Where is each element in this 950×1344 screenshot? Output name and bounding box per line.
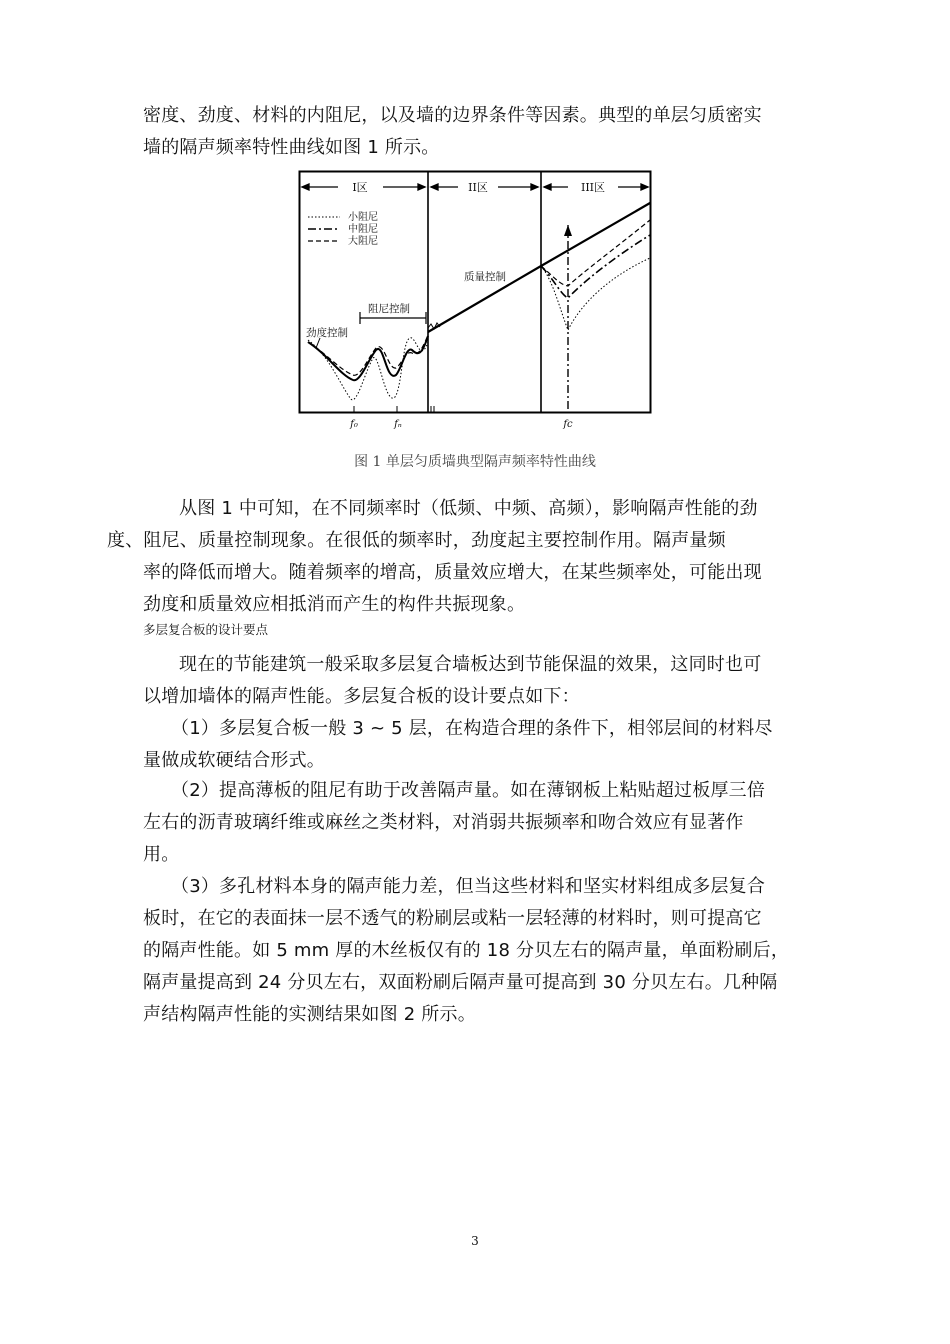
mass-control-label: 质量控制 (464, 271, 506, 283)
text-line: （2）提高薄板的阻尼有助于改善隔声量。如在薄钢板上粘贴超过板厚三倍 (171, 780, 766, 801)
text-line: 用。 (143, 844, 180, 865)
freq-label: fc (563, 419, 573, 430)
zone-label: II区 (468, 181, 488, 194)
text-line: 声结构隔声性能的实测结果如图 2 所示。 (143, 1004, 476, 1025)
text-line: 以增加墙体的隔声性能。多层复合板的设计要点如下： (143, 686, 580, 707)
stiffness-control-label: 劲度控制 (306, 327, 348, 339)
figure-1 (298, 170, 652, 435)
text-line: 墙的隔声频率特性曲线如图 1 所示。 (143, 137, 440, 158)
legend-label: 大阻尼 (348, 236, 378, 247)
text-line: （3）多孔材料本身的隔声能力差，但当这些材料和坚实材料组成多层复合 (171, 876, 766, 897)
text-line: （1）多层复合板一般 3 ~ 5 层，在构造合理的条件下，相邻层间的材料尽 (171, 718, 773, 739)
legend-label: 中阻尼 (348, 224, 378, 235)
intro-paragraph (143, 100, 808, 164)
freq-label: f₀ (350, 419, 358, 430)
text-line: 度、阻尼、质量控制现象。在很低的频率时，劲度起主要控制作用。隔声量频 (107, 530, 726, 551)
paragraph (107, 493, 808, 621)
text-line: 从图 1 中可知，在不同频率时（低频、中频、高频），影响隔声性能的劲 (179, 498, 758, 519)
zone-label: I区 (352, 181, 368, 194)
text-line: 量做成软硬结合形式。 (143, 750, 325, 771)
text-line: 左右的沥青玻璃纤维或麻丝之类材料，对消弱共振频率和吻合效应有显著作 (143, 812, 744, 833)
paragraph (143, 649, 808, 713)
text-line: 现在的节能建筑一般采取多层复合墙板达到节能保温的效果，这同时也可 (179, 654, 762, 675)
sound-insulation-chart (298, 170, 652, 435)
text-line: 板时，在它的表面抹一层不透气的粉刷层或粘一层轻薄的材料时，则可提高它 (143, 908, 762, 929)
text-line: 率的降低而增大。随着频率的增高，质量效应增大，在某些频率处，可能出现 (143, 562, 762, 583)
list-item (143, 713, 808, 777)
text-line: 劲度和质量效应相抵消而产生的构件共振现象。 (143, 594, 526, 615)
freq-label: fₙ (394, 419, 402, 430)
zone-label: III区 (580, 181, 606, 194)
page-number: 3 (471, 1234, 479, 1248)
text-line: 的隔声性能。如 5 mm 厚的木丝板仅有的 18 分贝左右的隔声量，单面粉刷后， (143, 940, 790, 961)
list-item (143, 775, 808, 871)
figure-caption: 图 1 单层匀质墙典型隔声频率特性曲线 (354, 454, 596, 470)
text-line: 隔声量提高到 24 分贝左右，双面粉刷后隔声量可提高到 30 分贝左右。几种隔 (143, 972, 778, 993)
damping-control-label: 阻尼控制 (368, 303, 410, 315)
text-line: 密度、劲度、材料的内阻尼，以及墙的边界条件等因素。典型的单层匀质密实 (143, 105, 762, 126)
legend-label: 小阻尼 (348, 212, 378, 223)
section-heading: 多层复合板的设计要点 (143, 622, 269, 637)
list-item (143, 871, 808, 1031)
